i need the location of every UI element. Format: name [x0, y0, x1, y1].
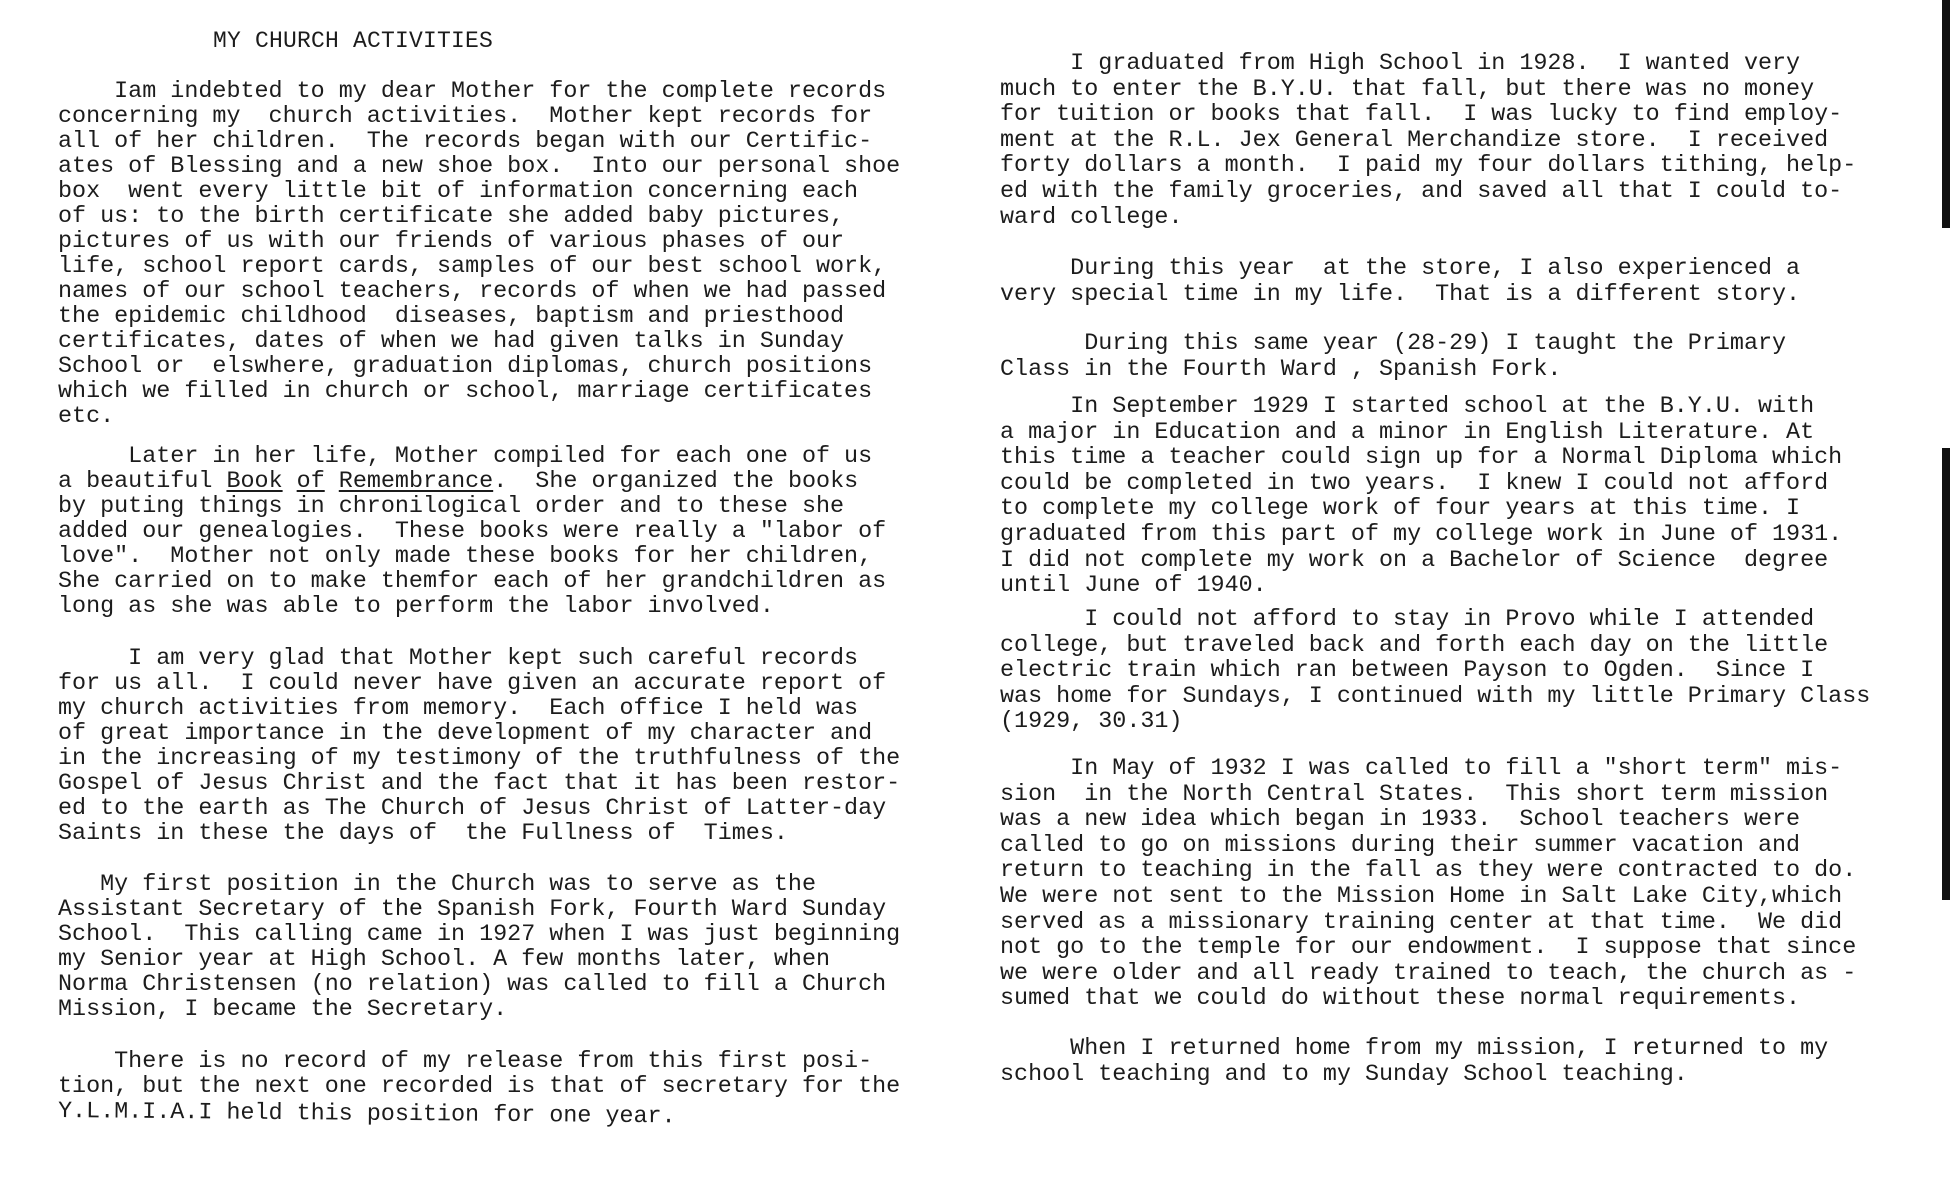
text-line: I graduated from High School in 1928. I wanted very [1000, 51, 1801, 77]
text-line: to complete my college work of four years at this time. I [1000, 496, 1801, 523]
text-line: sion in the North Central States. This short term mission [1000, 781, 1829, 808]
underlined-remembrance: Remembrance [338, 469, 494, 495]
text-line: served as a missionary training center at that time. We did [1000, 909, 1843, 936]
text-line [58, 470, 886, 495]
text-line: school teaching and to my Sunday School teaching. [1000, 1061, 1688, 1088]
text-line: in the increasing of my testimony of the truthfulness of the [58, 746, 901, 772]
text-line: not go to the temple for our endowment. I suppose that since [1000, 935, 1857, 962]
text-line: return to teaching in the fall as they were contracted to do. [1000, 858, 1857, 885]
text-line: which we filled in church or school, marriage certificates [58, 379, 873, 405]
text-line: I did not complete my work on a Bachelor of Science degree [1000, 547, 1829, 574]
underlined-of: of [296, 469, 325, 495]
text-line: very special time in my life. That is a different story. [1000, 281, 1801, 308]
text-line: pictures of us with our friends of various phases of our [58, 229, 845, 255]
text-line: etc. [58, 404, 115, 430]
page-title: MY CHURCH ACTIVITIES [213, 28, 494, 54]
text-line: of great importance in the development of my character and [58, 721, 873, 747]
text-line: (1929, 30.31) [1000, 709, 1183, 736]
text-fragment [325, 469, 339, 495]
paragraph-mission [1000, 757, 1856, 1013]
text-line: During this same year (28-29) I taught the Primary [1000, 331, 1787, 357]
text-line: Norma Christensen (no relation) was called to fill a Church [58, 972, 887, 998]
paragraph-primary-class [1000, 332, 1786, 383]
text-line: certificates, dates of when we had given talks in Sunday [58, 329, 845, 355]
text-line: There is no record of my release from this first posi- [58, 1049, 873, 1075]
text-line: My first position in the Church was to serve as the [58, 872, 816, 898]
text-line: During this year at the store, I also experienced a [1000, 256, 1801, 282]
text-line: electric train which ran between Payson to Ogden. Since I [1000, 658, 1815, 685]
text-line: ed to the earth as The Church of Jesus Christ of Latter-day [58, 796, 887, 822]
text-line: graduated from this part of my college work in June of 1931. [1000, 521, 1843, 548]
text-line: Assistant Secretary of the Spanish Fork, Fourth Ward Sunday [58, 897, 887, 923]
text-line: could be completed in two years. I knew I could not afford [1000, 470, 1829, 497]
text-fragment [283, 469, 297, 495]
text-line: for tuition or books that fall. I was lucky to find employ- [1000, 102, 1843, 129]
text-line: box went every little bit of information concerning each [58, 179, 859, 205]
text-line: ates of Blessing and a new shoe box. Into our personal shoe [58, 154, 901, 180]
text-line: School. This calling came in 1927 when I was just beginning [58, 922, 901, 948]
text-line: Later in her life, Mother compiled for each one of us [58, 444, 873, 470]
text-fragment: . She organized the books [493, 469, 859, 495]
text-line: I could not afford to stay in Provo while I attended [1000, 607, 1815, 633]
text-line: my church activities from memory. Each office I held was [58, 696, 859, 722]
text-line: we were older and all ready trained to teach, the church as - [1000, 960, 1857, 987]
paragraph-provo [1000, 608, 1870, 736]
text-line: forty dollars a month. I paid my four dollars tithing, help- [1000, 153, 1857, 180]
text-line: all of her children. The records began with our Certific- [58, 129, 873, 155]
text-line: my Senior year at High School. A few months later, when [58, 947, 831, 973]
text-line: sumed that we could do without these normal requirements. [1000, 986, 1801, 1013]
text-line: was a new idea which began in 1933. School teachers were [1000, 807, 1801, 834]
text-line: long as she was able to perform the labor involved. [58, 594, 774, 620]
text-line: We were not sent to the Mission Home in Salt Lake City,which [1000, 883, 1843, 910]
paragraph-special-time [1000, 257, 1800, 308]
paragraph-records [58, 80, 900, 430]
paragraph-release [57, 1049, 901, 1131]
text-line: the epidemic childhood diseases, baptism and priesthood [58, 304, 845, 330]
text-line: concerning my church activities. Mother kept records for [58, 104, 873, 130]
scan-edge-mark [1942, 0, 1950, 228]
text-line: Iam indebted to my dear Mother for the complete records [58, 79, 887, 105]
text-line: Y.L.M.I.A.I held this position for one year. [57, 1099, 676, 1131]
text-line: She carried on to make themfor each of her grandchildren as [58, 569, 887, 595]
text-fragment: a beautiful [58, 469, 227, 495]
text-line: until June of 1940. [1000, 573, 1267, 600]
scan-edge-mark [1942, 448, 1950, 900]
text-line: life, school report cards, samples of our best school work, [58, 254, 887, 280]
text-line: ed with the family groceries, and saved all that I could to- [1000, 178, 1843, 205]
underlined-book: Book [226, 469, 283, 495]
text-line: by puting things in chronilogical order and to these she [58, 494, 845, 520]
text-line: called to go on missions during their summer vacation and [1000, 832, 1801, 859]
text-line: names of our school teachers, records of when we had passed [58, 279, 887, 305]
paragraph-byu [1000, 395, 1842, 600]
text-line: School or elswhere, graduation diplomas, church positions [58, 354, 873, 380]
text-line: much to enter the B.Y.U. that fall, but there was no money [1000, 76, 1815, 103]
text-line: ward college. [1000, 204, 1183, 231]
text-line: In September 1929 I started school at the B.Y.U. with [1000, 394, 1815, 420]
text-line: love". Mother not only made these books for her children, [58, 544, 873, 570]
text-line: added our genealogies. These books were really a "labor of [58, 519, 887, 545]
text-line: Gospel of Jesus Christ and the fact that it has been restor- [58, 771, 901, 797]
text-line: In May of 1932 I was called to fill a "short term" mis- [1000, 756, 1843, 782]
text-line: for us all. I could never have given an accurate report of [58, 671, 887, 697]
text-line: I am very glad that Mother kept such careful records [58, 646, 859, 672]
paragraph-returned-home [1000, 1037, 1828, 1088]
text-line: a major in Education and a minor in English Literature. At [1000, 419, 1815, 446]
text-line: college, but traveled back and forth each day on the little [1000, 632, 1829, 659]
text-line: was home for Sundays, I continued with my little Primary Class [1000, 683, 1871, 710]
paragraph-graduation [1000, 52, 1856, 231]
text-line: this time a teacher could sign up for a Normal Diploma which [1000, 445, 1843, 472]
text-line: of us: to the birth certificate she added baby pictures, [58, 204, 845, 230]
text-line: When I returned home from my mission, I returned to my [1000, 1036, 1829, 1062]
text-line: Saints in these the days of the Fullness of Times. [58, 821, 788, 847]
text-line: Class in the Fourth Ward , Spanish Fork. [1000, 356, 1562, 383]
paragraph-first-position [58, 873, 900, 1023]
text-line: tion, but the next one recorded is that of secretary for the [58, 1074, 901, 1100]
text-line: ment at the R.L. Jex General Merchandize store. I received [1000, 127, 1829, 154]
text-line: Mission, I became the Secretary. [58, 997, 508, 1023]
paragraph-careful-records [58, 647, 900, 847]
paragraph-book-of-remembrance [58, 445, 886, 620]
